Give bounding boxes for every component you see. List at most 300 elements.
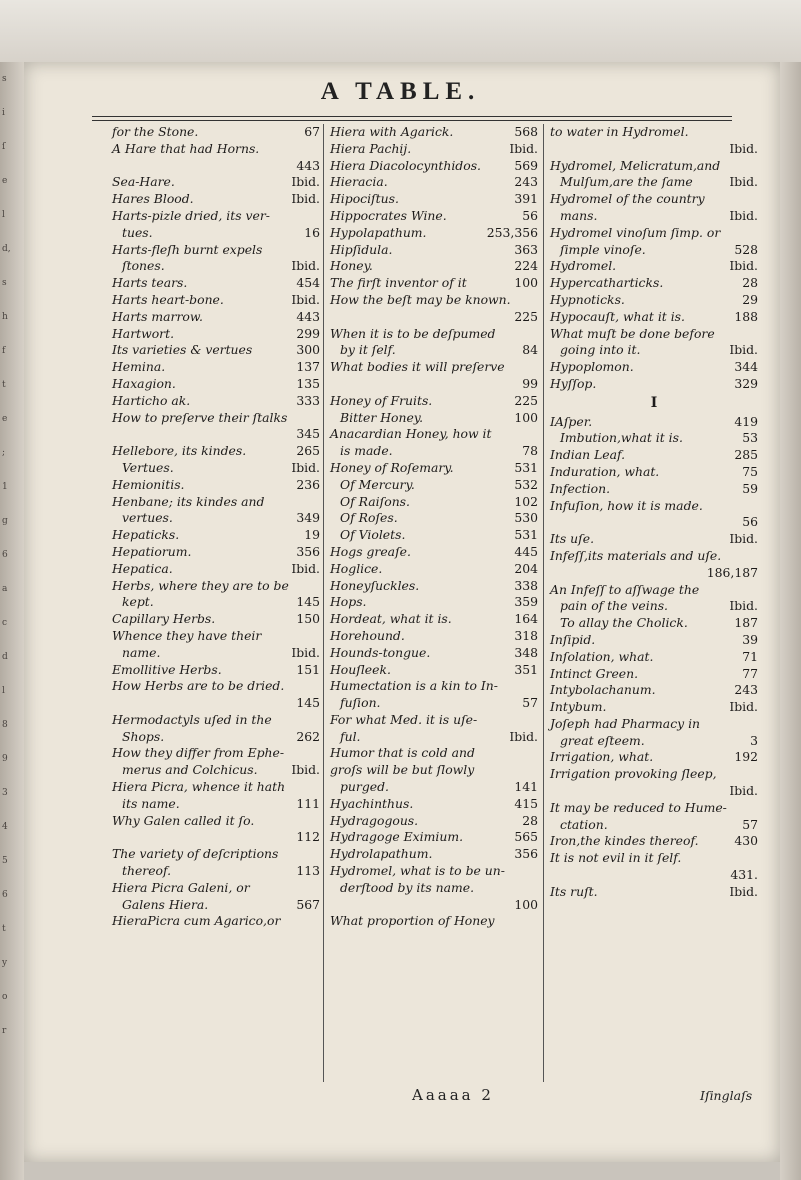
page-number: 187 <box>734 615 758 631</box>
entry-term: Vertues. <box>122 459 174 475</box>
index-entry <box>330 611 538 628</box>
page-number: 78 <box>522 443 538 459</box>
index-entry <box>550 615 758 632</box>
index-entry <box>550 309 758 326</box>
entry-term: Sea-Hare. <box>112 174 175 190</box>
page-number: Ibid. <box>729 258 758 274</box>
margin-fragment: h <box>2 312 8 322</box>
page-number: Ibid. <box>729 342 758 358</box>
page-number: 135 <box>296 375 320 391</box>
page-number: 333 <box>296 392 320 408</box>
page-number: 225 <box>514 392 538 408</box>
entry-term: merus and Colchicus. <box>122 762 258 778</box>
index-entry <box>112 578 320 595</box>
index-entry <box>330 796 538 813</box>
entry-term: Galens Hiera. <box>122 896 209 912</box>
margin-fragment: y <box>2 958 8 968</box>
page-number: 356 <box>296 543 320 559</box>
index-entry <box>550 666 758 683</box>
page-number: 145 <box>296 695 320 711</box>
entry-term: Of Raiſons. <box>340 493 410 509</box>
entry-term: Of Roſes. <box>340 510 398 526</box>
index-entry <box>550 464 758 481</box>
entry-term: Shops. <box>122 728 165 744</box>
margin-fragment: 1 <box>2 482 8 492</box>
page-number: Ibid. <box>729 783 758 799</box>
entry-term: for the Stone. <box>112 124 199 139</box>
page-number: Ibid. <box>729 140 758 156</box>
entry-term: Hellebore, its kindes. <box>112 443 247 459</box>
entry-term: Inſolation, what. <box>550 648 654 664</box>
page-number: 100 <box>514 896 538 912</box>
page-number: 16 <box>304 224 320 240</box>
index-entry <box>330 578 538 595</box>
index-entry <box>330 292 538 309</box>
entry-term: What muſt be done before <box>550 325 715 341</box>
index-entry <box>550 766 758 783</box>
entry-term: Hiera Picra, whence it hath <box>112 779 286 795</box>
entry-term: Honeyſuckles. <box>330 577 420 593</box>
entry-term: What proportion of Honey <box>330 913 495 929</box>
entry-term: IAſper. <box>550 413 593 429</box>
index-entry <box>112 258 320 275</box>
index-entry <box>330 712 538 729</box>
title-rule <box>92 120 732 121</box>
page-number: 57 <box>742 816 758 832</box>
entry-term: Hieracia. <box>330 174 388 190</box>
page-number: 419 <box>734 413 758 429</box>
index-entry <box>330 191 538 208</box>
index-entry <box>330 242 538 259</box>
entry-term <box>112 695 116 710</box>
entry-term: Hypnoticks. <box>550 291 625 307</box>
index-entry <box>330 275 538 292</box>
margin-fragment: i <box>2 108 5 118</box>
entry-term: Of Mercury. <box>340 476 415 492</box>
entry-term: Hypolapathum. <box>330 224 427 240</box>
entry-term: The firſt inventor of it <box>330 275 467 291</box>
margin-fragment: 6 <box>2 890 8 900</box>
page-number: 345 <box>296 426 320 442</box>
index-entry <box>112 628 320 645</box>
page-number: Ibid. <box>729 531 758 547</box>
entry-term: its name. <box>122 795 180 811</box>
page-number: 137 <box>296 359 320 375</box>
entry-term: Hepatiorum. <box>112 543 192 559</box>
page-number: 59 <box>742 480 758 496</box>
catchword: Iſinglaſs <box>700 1088 753 1103</box>
entry-term: ſtones. <box>122 258 165 274</box>
index-entry <box>550 275 758 292</box>
page-number: 150 <box>296 611 320 627</box>
index-entry <box>550 733 758 750</box>
index-entry <box>330 359 538 376</box>
entry-term: Hyachinthus. <box>330 795 414 811</box>
entry-term: Irrigation, what. <box>550 749 654 765</box>
index-entry <box>550 548 758 565</box>
index-entry <box>550 414 758 431</box>
entry-term: Honey of Roſemary. <box>330 459 454 475</box>
index-entry <box>112 426 320 443</box>
page-number: 29 <box>742 291 758 307</box>
page-number: 186,187 <box>706 564 758 580</box>
entry-term: Harts tears. <box>112 275 188 291</box>
page-number: 56 <box>522 207 538 223</box>
index-entry <box>330 779 538 796</box>
page-number: 262 <box>296 728 320 744</box>
index-entry <box>330 628 538 645</box>
index-entry <box>550 430 758 447</box>
index-entry <box>112 225 320 242</box>
page-number: 300 <box>296 342 320 358</box>
entry-term: tues. <box>122 224 153 240</box>
page-number: 39 <box>742 631 758 647</box>
index-entry <box>330 829 538 846</box>
page-number: 71 <box>742 648 758 664</box>
index-entry <box>112 376 320 393</box>
index-entry <box>112 309 320 326</box>
entry-term: Hiera Pachij. <box>330 140 412 156</box>
index-entry <box>330 561 538 578</box>
entry-term: by it ſelf. <box>340 342 396 358</box>
entry-term: When it is to be deſpumed <box>330 325 496 341</box>
page-number: Ibid. <box>509 140 538 156</box>
entry-term: Hepatica. <box>112 560 173 576</box>
index-entry <box>550 800 758 817</box>
page-number: Ibid. <box>291 762 320 778</box>
entry-term: Hordeat, what it is. <box>330 611 452 627</box>
index-entry <box>550 598 758 615</box>
entry-term: Hydromel, Melicratum,and <box>550 157 721 173</box>
entry-term: Hydromel vinoſum ſimp. or <box>550 224 721 240</box>
index-entry <box>112 158 320 175</box>
entry-term: Hoglice. <box>330 560 383 576</box>
entry-term: Hogs greaſe. <box>330 543 411 559</box>
index-entry <box>330 544 538 561</box>
index-entry <box>112 242 320 259</box>
index-entry <box>550 208 758 225</box>
margin-fragment: e <box>2 414 8 424</box>
entry-term: Whence they have their <box>112 627 262 643</box>
page-number: 253,356 <box>486 224 538 240</box>
margin-fragment: c <box>2 618 8 628</box>
page-number: 84 <box>522 342 538 358</box>
index-entry <box>112 410 320 427</box>
entry-term: name. <box>122 644 161 660</box>
index-entry <box>112 745 320 762</box>
page-number: 431. <box>730 867 758 883</box>
entry-term: Imbution,what it is. <box>560 430 683 446</box>
page-number: 224 <box>514 258 538 274</box>
index-entry <box>550 498 758 515</box>
page-number: Ibid. <box>291 644 320 660</box>
page-number: 530 <box>514 510 538 526</box>
index-entry <box>550 359 758 376</box>
margin-fragment: 6 <box>2 550 8 560</box>
entry-term: to water in Hydromel. <box>550 124 689 139</box>
page-number: 338 <box>514 577 538 593</box>
index-entry <box>112 762 320 779</box>
index-entry <box>330 141 538 158</box>
index-entry <box>330 527 538 544</box>
index-entry <box>112 191 320 208</box>
entry-term <box>550 514 554 529</box>
index-entry <box>550 514 758 531</box>
entry-term <box>330 309 334 324</box>
index-entry <box>330 124 538 141</box>
entry-term: Harts-pizle dried, its ver- <box>112 207 270 223</box>
index-entry <box>112 897 320 914</box>
index-entry <box>112 611 320 628</box>
margin-fragment: 8 <box>2 720 8 730</box>
index-entry <box>112 678 320 695</box>
page-number: 111 <box>296 795 320 811</box>
index-entry <box>330 729 538 746</box>
entry-term: purged. <box>340 779 389 795</box>
entry-term: Hiera Diacolocynthidos. <box>330 157 481 173</box>
page-number: 77 <box>742 665 758 681</box>
index-entry <box>550 531 758 548</box>
index-entry <box>550 833 758 850</box>
index-entry <box>112 510 320 527</box>
index-entry <box>112 863 320 880</box>
page-number: 265 <box>296 443 320 459</box>
margin-fragment: ſ <box>2 142 6 152</box>
index-entry <box>112 477 320 494</box>
entry-term: It is not evil in it ſelf. <box>550 850 682 866</box>
entry-term: Hares Blood. <box>112 191 194 207</box>
column-divider <box>543 124 544 1082</box>
entry-term: Hemionitis. <box>112 476 185 492</box>
entry-term: Hartwort. <box>112 325 175 341</box>
page-number: 344 <box>734 359 758 375</box>
index-entry <box>550 342 758 359</box>
page-number: 225 <box>514 308 538 324</box>
index-entry <box>112 829 320 846</box>
page-number: 329 <box>734 375 758 391</box>
margin-fragment: o <box>2 992 8 1002</box>
entry-term: ctation. <box>560 816 608 832</box>
entry-term: For what Med. it is uſe- <box>330 711 478 727</box>
index-entry <box>112 561 320 578</box>
index-entry <box>112 913 320 930</box>
page-number: 443 <box>296 157 320 173</box>
entry-term: Emollitive Herbs. <box>112 661 222 677</box>
facing-page-edge <box>0 62 24 1180</box>
entry-term: Hiera with Agarick. <box>330 124 454 139</box>
index-entry <box>112 124 320 141</box>
index-entry <box>330 494 538 511</box>
index-entry <box>550 632 758 649</box>
page-number: Ibid. <box>729 174 758 190</box>
index-entry <box>550 447 758 464</box>
index-entry <box>330 460 538 477</box>
page-number: Ibid. <box>291 258 320 274</box>
index-entry <box>550 565 758 582</box>
margin-fragment: l <box>2 686 5 696</box>
entry-term: Hipſidula. <box>330 241 393 257</box>
index-entry <box>330 510 538 527</box>
page-number: 102 <box>514 493 538 509</box>
book-right-edge <box>780 62 801 1180</box>
entry-term: Harticho ak. <box>112 392 191 408</box>
entry-term: Infection. <box>550 480 611 496</box>
index-entry <box>550 141 758 158</box>
page-number: 100 <box>514 409 538 425</box>
page-number: 349 <box>296 510 320 526</box>
entry-term: Its ruſt. <box>550 883 598 899</box>
page-number: 243 <box>514 174 538 190</box>
entry-term: Inſipid. <box>550 631 596 647</box>
page-number: 568 <box>514 124 538 139</box>
page-number: 204 <box>514 560 538 576</box>
index-entry <box>112 174 320 191</box>
entry-term: A Hare that had Horns. <box>112 140 260 156</box>
index-entry <box>550 326 758 343</box>
page-number: 443 <box>296 308 320 324</box>
index-entry <box>330 678 538 695</box>
entry-term: ful. <box>340 728 361 744</box>
index-entry <box>112 342 320 359</box>
entry-term: groſs will be but ſlowly <box>330 762 475 778</box>
margin-fragment: s <box>2 74 7 84</box>
page-number: 145 <box>296 594 320 610</box>
index-entry <box>330 225 538 242</box>
index-entry <box>330 426 538 443</box>
index-column-3 <box>550 124 758 1084</box>
entry-term: Henbane; its kindes and <box>112 493 265 509</box>
page-number: 567 <box>296 896 320 912</box>
margin-fragment: a <box>2 584 8 594</box>
page-number: 569 <box>514 157 538 173</box>
index-entry <box>330 410 538 427</box>
page-number: 299 <box>296 325 320 341</box>
page-title: A TABLE. <box>320 78 481 105</box>
book-top-edge <box>0 0 801 62</box>
index-entry <box>550 191 758 208</box>
entry-term: great eſteem. <box>560 732 645 748</box>
index-entry <box>330 208 538 225</box>
entry-term: HieraPicra cum Agarico,or <box>112 913 281 929</box>
page-number: 188 <box>734 308 758 324</box>
margin-fragment: t <box>2 380 6 390</box>
index-entry <box>112 208 320 225</box>
index-entry <box>112 275 320 292</box>
entry-term: How Herbs are to be dried. <box>112 678 285 694</box>
index-entry <box>330 376 538 393</box>
index-entry <box>112 494 320 511</box>
entry-term: kept. <box>122 594 154 610</box>
index-entry <box>550 376 758 393</box>
entry-term: Irrigation provoking ſleep, <box>550 766 717 782</box>
page-number: 532 <box>514 476 538 492</box>
entry-term: fuſion. <box>340 695 381 711</box>
entry-term: Honey of Fruits. <box>330 392 433 408</box>
entry-term: Of Violets. <box>340 527 406 543</box>
entry-term: pain of the veins. <box>560 598 668 614</box>
page-number: 57 <box>522 695 538 711</box>
page-number: Ibid. <box>729 207 758 223</box>
entry-term <box>112 829 116 844</box>
page-number: 430 <box>734 833 758 849</box>
index-entry <box>330 913 538 930</box>
index-entry <box>112 695 320 712</box>
index-entry <box>550 884 758 901</box>
page-number: 75 <box>742 463 758 479</box>
entry-term: Humectation is a kin to In- <box>330 678 498 694</box>
entry-term: Capillary Herbs. <box>112 611 216 627</box>
entry-term: Its uſe. <box>550 531 595 547</box>
page-number: 531 <box>514 527 538 543</box>
entry-term: Hypoplomon. <box>550 359 634 375</box>
entry-term <box>550 141 554 156</box>
index-entry <box>550 867 758 884</box>
entry-term: How to preſerve their ſtalks <box>112 409 288 425</box>
index-entry <box>330 477 538 494</box>
page-number: 164 <box>514 611 538 627</box>
entry-term: Induration, what. <box>550 463 660 479</box>
index-entry <box>330 258 538 275</box>
entry-term: Hydromel, what is to be un- <box>330 863 505 879</box>
entry-term: Herbs, where they are to be <box>112 577 289 593</box>
margin-fragment: 4 <box>2 822 8 832</box>
entry-term: Houſleek. <box>330 661 391 677</box>
index-entry <box>112 460 320 477</box>
entry-term: vertues. <box>122 510 173 526</box>
page-number: 415 <box>514 795 538 811</box>
margin-fragment: e <box>2 176 8 186</box>
index-entry <box>330 880 538 897</box>
index-entry <box>330 645 538 662</box>
entry-term: Hyſſop. <box>550 375 597 391</box>
entry-term <box>550 867 554 882</box>
page-number: Ibid. <box>291 459 320 475</box>
entry-term: Infeſſ,its materials and uſe. <box>550 547 722 563</box>
margin-fragment: g <box>2 516 8 526</box>
page-number: 28 <box>742 275 758 291</box>
index-entry <box>330 813 538 830</box>
title-rule <box>92 116 732 117</box>
page-number: Ibid. <box>291 291 320 307</box>
index-entry <box>112 527 320 544</box>
entry-term: Its varieties & vertues <box>112 342 253 358</box>
margin-fragment: r <box>2 1026 7 1036</box>
page-number: Ibid. <box>291 174 320 190</box>
entry-term: Intybum. <box>550 699 607 715</box>
entry-term: Hermodactyls uſed in the <box>112 711 272 727</box>
entry-term <box>112 158 116 173</box>
page-number: 243 <box>734 682 758 698</box>
entry-term: An Infeſſ to aſſwage the <box>550 581 700 597</box>
entry-term: Hops. <box>330 594 367 610</box>
page-number: Ibid. <box>729 598 758 614</box>
entry-term: Hydrolapathum. <box>330 846 433 862</box>
index-entry <box>112 292 320 309</box>
index-entry <box>550 481 758 498</box>
index-entry <box>550 174 758 191</box>
entry-term: Iron,the kindes thereof. <box>550 833 699 849</box>
index-entry <box>112 846 320 863</box>
index-entry <box>112 813 320 830</box>
entry-term: Hydragoge Eximium. <box>330 829 464 845</box>
page-number: 285 <box>734 447 758 463</box>
page-number: 528 <box>734 241 758 257</box>
signature-mark: Aaaaa 2 <box>412 1086 494 1104</box>
page-number: 565 <box>514 829 538 845</box>
entry-term: Hippocrates Wine. <box>330 207 447 223</box>
index-entry <box>112 443 320 460</box>
index-entry <box>550 699 758 716</box>
